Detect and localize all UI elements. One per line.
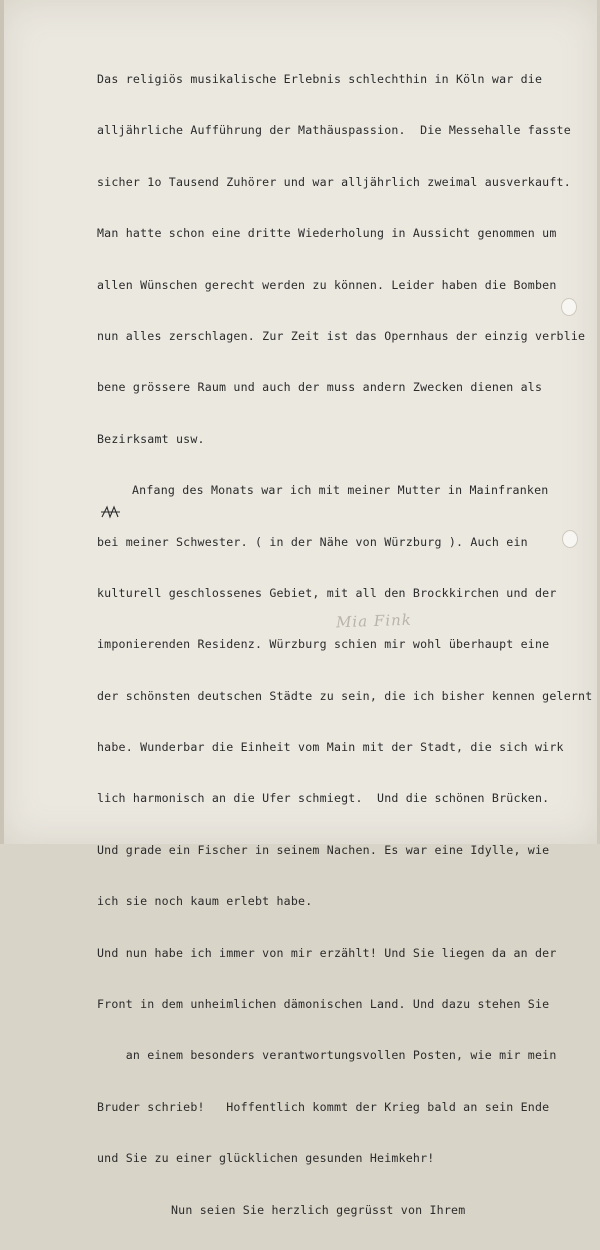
- text-line: kulturell geschlossenes Gebiet, mit all den Brockkirchen und der: [97, 585, 557, 600]
- text-line: lich harmonisch an die Ufer schmiegt. Und die schönen Brücken.: [97, 791, 550, 806]
- text-line: und Sie zu einer glücklichen gesunden Heimkehr!: [97, 1151, 435, 1166]
- text-line: an einem besonders verantwortungsvollen Posten, wie mir mein: [97, 1048, 557, 1063]
- text-line: Und nun habe ich immer von mir erzählt! Und Sie liegen da an der: [97, 945, 557, 960]
- text-line: ich sie noch kaum erlebt habe.: [97, 894, 313, 909]
- punch-hole: [562, 530, 578, 548]
- text-line: nun alles zerschlagen. Zur Zeit ist das Opernhaus der einzig verblie: [97, 328, 586, 343]
- text-line: der schönsten deutschen Städte zu sein, die ich bisher kennen gelernt: [97, 688, 593, 703]
- closing-line: Nun seien Sie herzlich gegrüsst von Ihrem: [171, 1202, 466, 1217]
- text-line: alljährliche Aufführung der Mathäuspassion. Die Messehalle fasste: [97, 123, 571, 138]
- crossed-out-typing: [101, 505, 121, 519]
- text-line: Anfang des Monats war ich mit meiner Mutter in Mainfranken: [132, 483, 549, 498]
- text-line: habe. Wunderbar die Einheit vom Main mit der Stadt, die sich wirk: [97, 740, 564, 755]
- text-line: Bezirksamt usw.: [97, 431, 205, 446]
- text-line: bene grössere Raum und auch der muss andern Zwecken dienen als: [97, 380, 543, 395]
- page-edge-left: [0, 0, 4, 844]
- text-line: allen Wünschen gerecht werden zu können. Leider haben die Bomben: [97, 277, 557, 292]
- text-line: sicher 1o Tausend Zuhörer und war alljährlich zweimal ausverkauft.: [97, 174, 571, 189]
- text-line: bei meiner Schwester. ( in der Nähe von Würzburg ). Auch ein: [97, 534, 528, 549]
- faint-signature: Mia Fink: [335, 610, 413, 632]
- text-line: Das religiös musikalische Erlebnis schlechthin in Köln war die: [97, 72, 543, 86]
- text-line: Man hatte schon eine dritte Wiederholung in Aussicht genommen um: [97, 226, 557, 241]
- text-line: Und grade ein Fischer in seinem Nachen. Es war eine Idylle, wie: [97, 842, 550, 857]
- text-line: Front in dem unheimlichen dämonischen Land. Und dazu stehen Sie: [97, 997, 550, 1012]
- punch-hole: [561, 298, 577, 316]
- text-line: Bruder schrieb! Hoffentlich kommt der Krieg bald an sein Ende: [97, 1099, 550, 1114]
- letter-body: [97, 40, 600, 1250]
- text-line: imponierenden Residenz. Würzburg schien mir wohl überhaupt eine: [97, 637, 550, 652]
